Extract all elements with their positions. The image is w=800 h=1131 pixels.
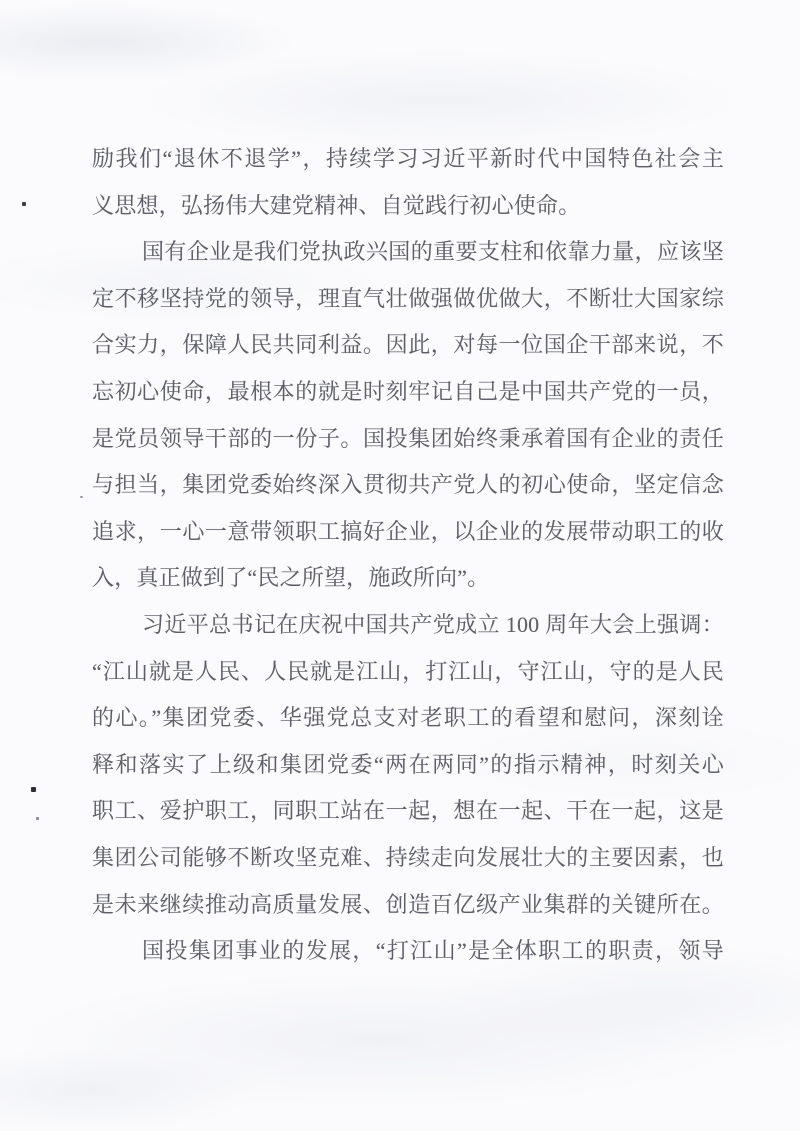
scan-speck	[31, 787, 36, 792]
scan-speck	[80, 496, 83, 498]
document-text-block	[92, 136, 724, 975]
text-line: 释和落实了上级和集团党委“两在两同”的指示精神，时刻关心	[92, 751, 724, 777]
text-line: 合实力，保障人民共同利益。因此，对每一位国企干部来说，不	[92, 332, 724, 358]
text-line: 与担当，集团党委始终深入贯彻共产党人的初心使命，坚定信念	[92, 472, 724, 498]
text-line: 励我们“退休不退学”，持续学习习近平新时代中国特色社会主	[92, 146, 724, 171]
text-line: 习近平总书记在庆祝中国共产党成立 100 周年大会上强调：	[142, 611, 724, 637]
text-line: 入，真正做到了“民之所望，施政所向”。	[92, 565, 490, 591]
text-line: 追求，一心一意带领职工搞好企业，以企业的发展带动职工的收	[92, 518, 724, 544]
text-line: 集团公司能够不断攻坚克难、持续走向发展壮大的主要因素，也	[92, 844, 724, 870]
text-line: 忘初心使命，最根本的就是时刻牢记自己是中国共产党的一员，	[92, 378, 724, 404]
text-line: 的心。”集团党委、华强党总支对老职工的看望和慰问，深刻诠	[92, 705, 724, 731]
scan-speck	[36, 817, 39, 820]
text-line: 定不移坚持党的领导，理直气壮做强做优做大，不断壮大国家综	[92, 285, 724, 311]
text-line: 国有企业是我们党执政兴国的重要支柱和依靠力量，应该坚	[142, 239, 724, 265]
text-line: 是党员领导干部的一份子。国投集团始终秉承着国有企业的责任	[92, 425, 724, 451]
text-line: 国投集团事业的发展，“打江山”是全体职工的职责，领导	[142, 938, 724, 964]
text-line: 职工、爱护职工，同职工站在一起，想在一起、干在一起，这是	[92, 798, 724, 824]
text-line: 义思想，弘扬伟大建党精神、自觉践行初心使命。	[92, 192, 581, 218]
text-line: 是未来继续推动高质量发展、创造百亿级产业集群的关键所在。	[92, 891, 724, 917]
scan-speck	[22, 202, 26, 206]
text-line: “江山就是人民、人民就是江山，打江山，守江山，守的是人民	[92, 658, 724, 684]
